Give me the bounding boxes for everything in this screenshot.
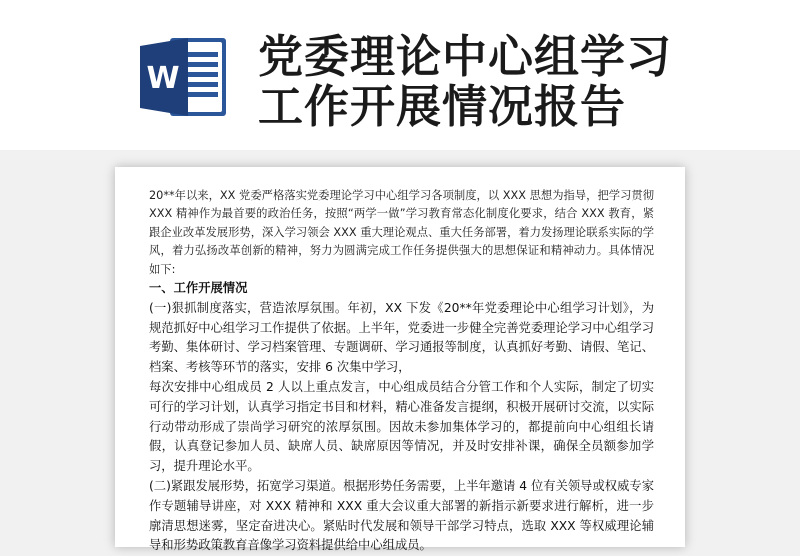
title-line-2: 工作开展情况报告 — [258, 80, 627, 133]
svg-text:W: W — [146, 61, 180, 96]
document-page — [115, 167, 685, 553]
body-paragraph: (二)紧跟发展形势，拓宽学习渠道。根据形势任务需要，上半年邀请 4 位有关领导或权威专家作专题辅导讲座，对 XXX 精神和 XXX 重大会议重大部署的新指示新要求进行解析，进一步廓清思想迷雾，坚定奋进决心。紧贴时代发展和领导干部学习特点，选取 XXX 等权威理论辅导和形势政策教育音像学习资料提供给中心组成员。 — [149, 479, 654, 553]
header-banner — [0, 0, 800, 150]
word-document-icon — [140, 36, 228, 118]
intro-paragraph: 20**年以来，XX 党委严格落实党委理论学习中心组学习各项制度，以 XXX 思想为指导，把学习贯彻 XXX 精神作为最首要的政治任务，按照“两学一做”学习教育常态化制度化要求，结合 XXX 教育，紧跟企业改革发展形势，深入学习领会 XXX 重大理论观点、重大任务部署，着力发扬理论联系实际的学风，着力弘扬改革创新的精神，努力为圆满完成工作任务提供强大的思想保证和精神动力。具体情况如下: — [149, 189, 654, 276]
page-title — [258, 32, 672, 132]
title-line-1: 党委理论中心组学习 — [258, 30, 673, 83]
document-body — [149, 187, 654, 556]
section-heading: 一、工作开展情况 — [149, 281, 248, 296]
body-paragraph: 每次安排中心组成员 2 人以上重点发言，中心组成员结合分管工作和个人实际，制定了切实可行的学习计划，认真学习指定书目和材料，精心准备发言提纲，积极开展研讨交流，以实际行动带动形成了崇尚学习研究的浓厚氛围。因故未参加集体学习的，都提前向中心组组长请假，认真登记参加人员、缺席人员、缺席原因等情况，并及时安排补课，确保全员额参加学习，提升理论水平。 — [149, 380, 654, 474]
body-paragraph: (一)狠抓制度落实，营造浓厚氛围。年初，XX 下发《20**年党委理论中心组学习计划》，为规范抓好中心组学习工作提供了依据。上半年，党委进一步健全完善党委理论学习中心组学习考勤、集体研讨、学习档案管理、专题调研、学习通报等制度，认真抓好考勤、请假、笔记、档案、考核等环节的落实，安排 6 次集中学习， — [149, 300, 654, 375]
